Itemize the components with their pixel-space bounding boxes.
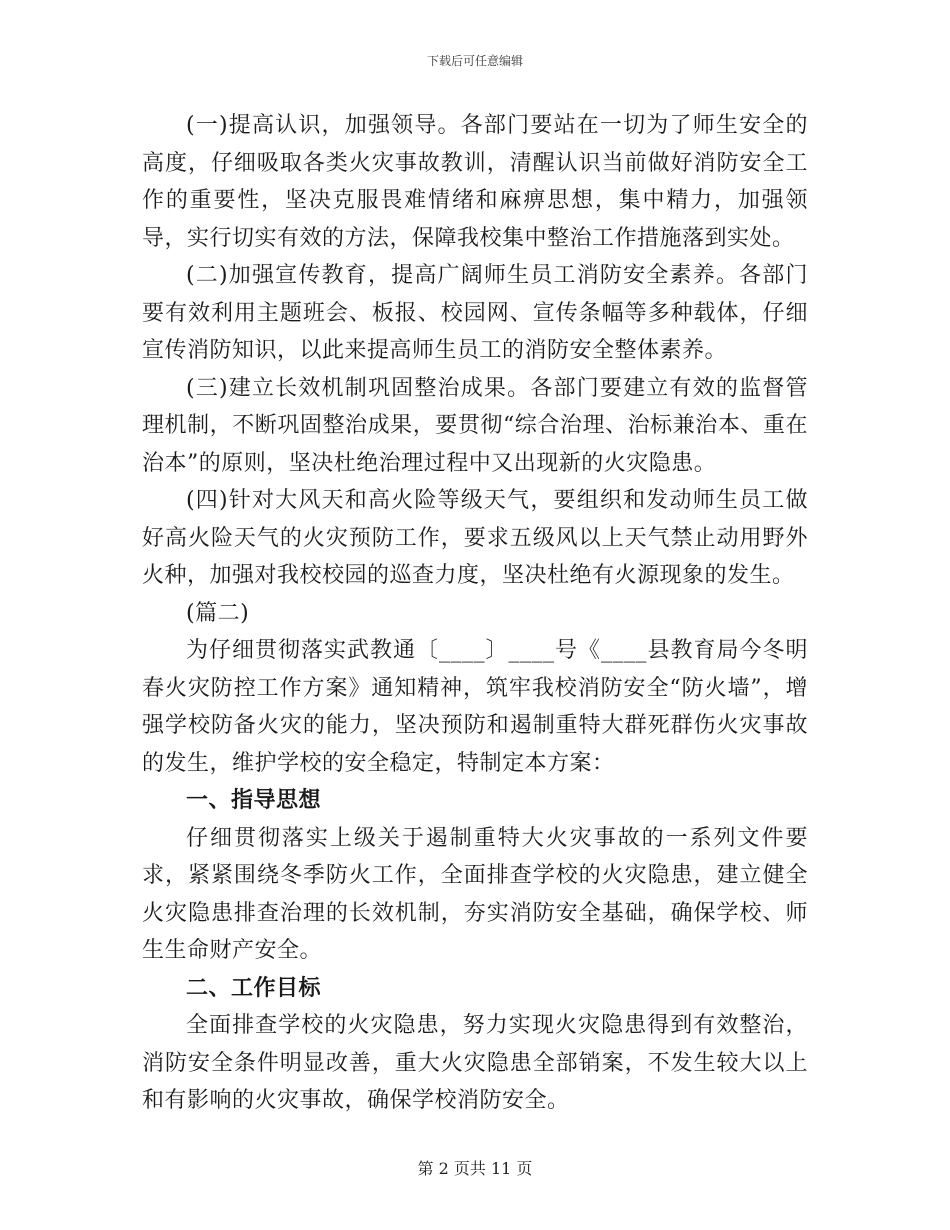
paragraph-work-goals: 全面排查学校的火灾隐患，努力实现火灾隐患得到有效整治，消防安全条件明显改善，重大火灾隐患全部销案，不发生较大以上和有影响的火灾事故，确保学校消防安全。 — [142, 1013, 808, 1113]
document-body — [142, 107, 808, 1120]
paragraph-2: (二)加强宣传教育，提高广阔师生员工消防安全素养。各部门要有效利用主题班会、板报、校园网、宣传条幅等多种载体，仔细宣传消防知识，以此来提高师生员工的消防安全整体素养。 — [142, 263, 808, 363]
page-number-footer: 第 2 页共 11 页 — [417, 1159, 533, 1178]
section-label-part-two: (篇二) — [186, 600, 250, 626]
heading-work-goals: 二、工作目标 — [186, 974, 322, 1001]
heading-guiding-thought: 一、指导思想 — [186, 787, 322, 813]
paragraph-intro: 为仔细贯彻落实武教通〔____〕____号《____县教育局今冬明春火灾防控工作方案》通知精神，筑牢我校消防安全“防火墙”，增强学校防备火灾的能力，坚决预防和遏制重特大群死群伤火灾事故的发生，维护学校的安全稳定，特制定本方案： — [142, 638, 808, 776]
paragraph-1: (一)提高认识，加强领导。各部门要站在一切为了师生安全的高度，仔细吸取各类火灾事故教训，清醒认识当前做好消防安全工作的重要性，坚决克服畏难情绪和麻痹思想，集中精力，加强领导，实行切实有效的方法，保障我校集中整治工作措施落到实处。 — [142, 113, 808, 251]
paragraph-guiding-thought: 仔细贯彻落实上级关于遏制重特大火灾事故的一系列文件要求，紧紧围绕冬季防火工作，全面排查学校的火灾隐患，建立健全火灾隐患排查治理的长效机制，夯实消防安全基础，确保学校、师生生命财产安全。 — [142, 825, 808, 963]
paragraph-3: (三)建立长效机制巩固整治成果。各部门要建立有效的监督管理机制，不断巩固整治成果，要贯彻“综合治理、治标兼治本、重在治本”的原则，坚决杜绝治理过程中又出现新的火灾隐患。 — [142, 375, 808, 476]
paragraph-4: (四)针对大风天和高火险等级天气，要组织和发动师生员工做好高火险天气的火灾预防工作，要求五级风以上天气禁止动用野外火种，加强对我校校园的巡查力度，坚决杜绝有火源现象的发生。 — [142, 488, 808, 588]
page-header: 下载后可任意编辑 — [426, 54, 523, 68]
